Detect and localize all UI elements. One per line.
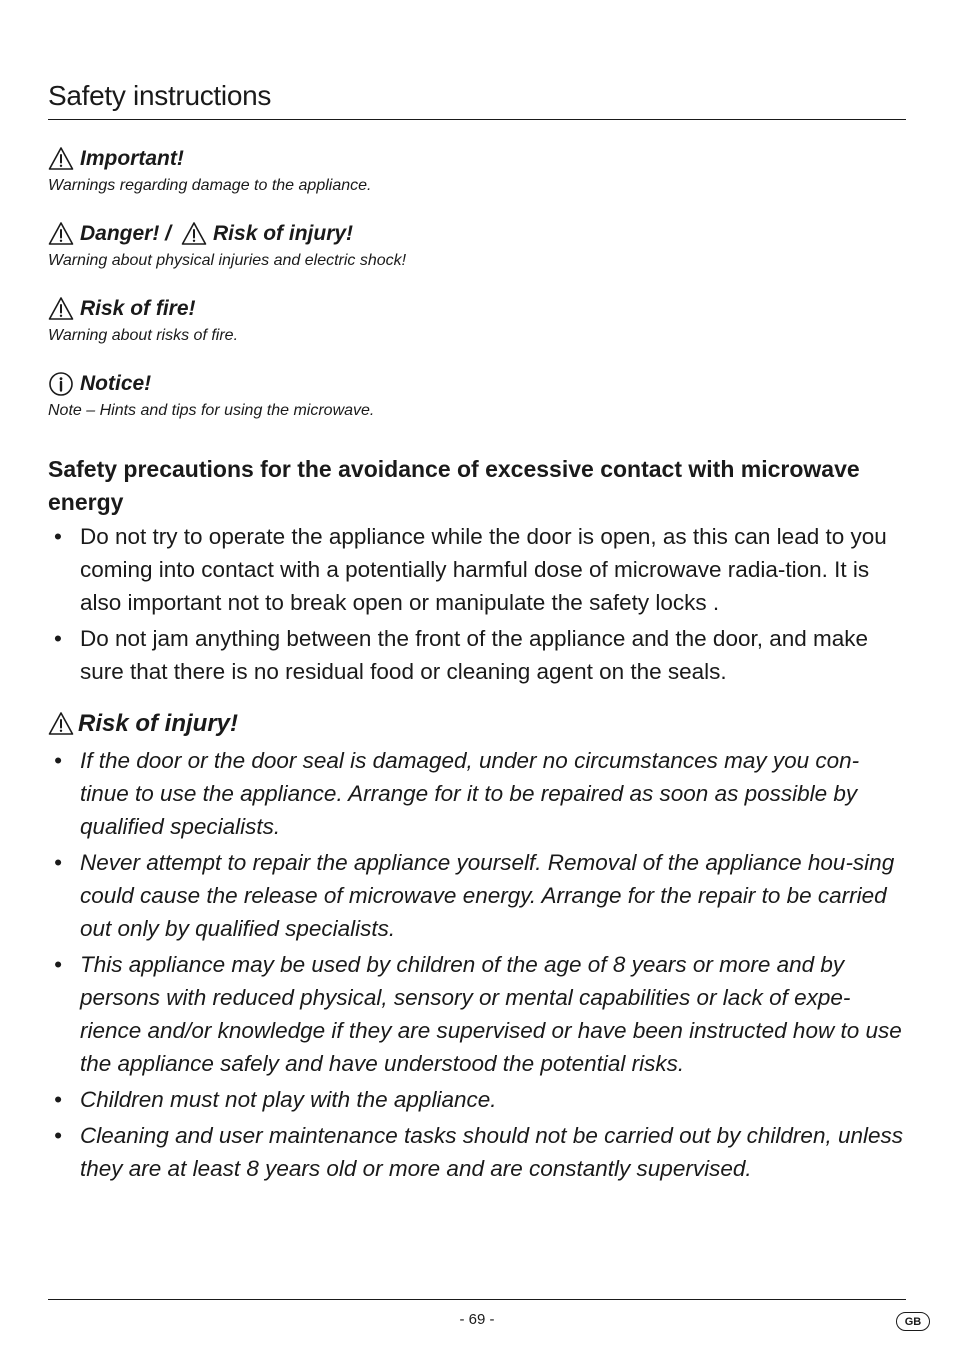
legend-label-secondary: Risk of injury!: [213, 222, 354, 245]
list-item: • Cleaning and user maintenance tasks should not be carried out by children, unless they are at least 8 years old or more and are constantly supervised.: [48, 1119, 906, 1185]
list-item: • Do not try to operate the appliance while the door is open, as this can lead to you coming into contact with a potentially harmful dose of microwave radia-tion. It is also important not to break open or manipulate the safety locks .: [48, 520, 906, 619]
list-item: • Never attempt to repair the appliance yourself. Removal of the appliance hou-sing could cause the release of microwave energy. Arrange for the repair to be carried out only by qualified specialists.: [48, 846, 906, 945]
legend-label: Notice!: [80, 372, 152, 395]
warning-triangle-icon: [48, 221, 74, 247]
title-divider: [48, 119, 906, 120]
language-badge: GB: [896, 1312, 930, 1331]
page-number: - 69 -: [459, 1311, 495, 1328]
list-item: • Do not jam anything between the front of the appliance and the door, and make sure that there is no residual food or cleaning agent on the seals.: [48, 622, 906, 688]
warning-triangle-icon: [181, 221, 207, 247]
legend-label: Danger! /: [80, 222, 172, 245]
section-heading-label: Risk of injury!: [78, 710, 239, 737]
warning-triangle-icon: [48, 146, 74, 172]
section-heading-precautions: Safety precautions for the avoidance of excessive contact with microwave energy: [48, 456, 860, 515]
list-item: • This appliance may be used by children of the age of 8 years or more and by persons with reduced physical, sensory or mental capabilities or lack of expe-rience and/or knowledge if they are supervised or have been instructed how to use the appliance safely and have understood the potential risks.: [48, 948, 906, 1080]
legend-label: Important!: [80, 147, 184, 170]
list-item: • If the door or the door seal is damaged, under no circumstances may you con-tinue to use the appliance. Arrange for it to be repaired as soon as possible by qualified specialists.: [48, 744, 906, 843]
legend-description: Note – Hints and tips for using the microwave.: [48, 402, 375, 419]
legend-danger: [48, 220, 406, 270]
list-item: • Children must not play with the appliance.: [48, 1083, 906, 1116]
legend-fire: [48, 295, 238, 345]
info-icon: [48, 371, 74, 397]
legend-description: Warnings regarding damage to the appliance.: [48, 177, 372, 194]
legend-label: Risk of fire!: [80, 297, 196, 320]
warning-triangle-icon: [48, 711, 74, 737]
legend-important: [48, 145, 371, 195]
legend-description: Warning about risks of fire.: [48, 327, 239, 344]
section-heading-risk-of-injury: [48, 710, 238, 738]
footer-divider: [48, 1299, 906, 1300]
page-title: Safety instructions: [48, 80, 272, 111]
risk-of-injury-list: [48, 744, 906, 1188]
legend-notice: [48, 370, 374, 420]
warning-triangle-icon: [48, 296, 74, 322]
legend-description: Warning about physical injuries and electric shock!: [48, 252, 407, 269]
precautions-list: [48, 520, 906, 691]
